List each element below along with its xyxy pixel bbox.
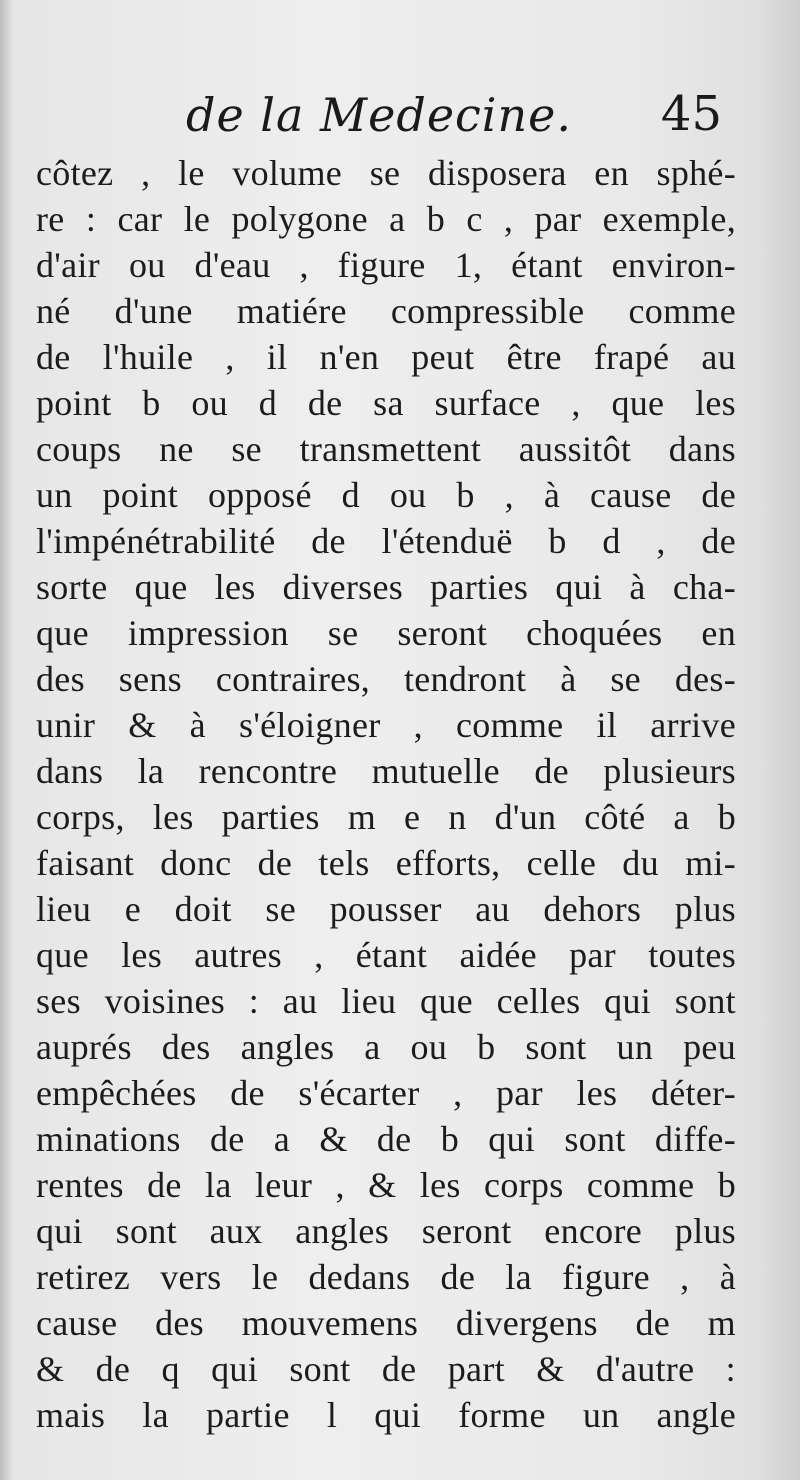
text-line: ses voisines : au lieu que celles qui sont bbox=[36, 981, 736, 1021]
scan-shadow-right bbox=[760, 0, 800, 1480]
text-line: dans la rencontre mutuelle de plusieurs bbox=[36, 751, 736, 791]
text-line: retirez vers le dedans de la figure , à bbox=[36, 1257, 736, 1297]
text-line: auprés des angles a ou b sont un peu bbox=[36, 1027, 736, 1067]
text-line: & de q qui sont de part & d'autre : bbox=[36, 1349, 736, 1389]
text-line: lieu e doit se pousser au dehors plus bbox=[36, 889, 736, 929]
text-line: d'air ou d'eau , figure 1, étant environ- bbox=[36, 245, 736, 285]
text-line: mais la partie l qui forme un angle bbox=[36, 1395, 736, 1435]
text-line: cause des mouvemens divergens de m bbox=[36, 1303, 736, 1343]
text-line: rentes de la leur , & les corps comme b bbox=[36, 1165, 736, 1205]
text-line: coups ne se transmettent aussitôt dans bbox=[36, 429, 736, 469]
page-number: 45 bbox=[660, 86, 722, 142]
text-line: sorte que les diverses parties qui à cha- bbox=[36, 567, 736, 607]
text-line: point b ou d de sa surface , que les bbox=[36, 383, 736, 423]
text-line: unir & à s'éloigner , comme il arrive bbox=[36, 705, 736, 745]
text-line: l'impénétrabilité de l'étenduë b d , de bbox=[36, 521, 736, 561]
text-line: un point opposé d ou b , à cause de bbox=[36, 475, 736, 515]
text-line: né d'une matiére compressible comme bbox=[36, 291, 736, 331]
text-line: empêchées de s'écarter , par les déter- bbox=[36, 1073, 736, 1113]
text-line: faisant donc de tels efforts, celle du mi- bbox=[36, 843, 736, 883]
text-line: que les autres , étant aidée par toutes bbox=[36, 935, 736, 975]
text-line: que impression se seront choquées en bbox=[36, 613, 736, 653]
text-line: de l'huile , il n'en peut être frapé au bbox=[36, 337, 736, 377]
text-line: des sens contraires, tendront à se des- bbox=[36, 659, 736, 699]
text-line: qui sont aux angles seront encore plus bbox=[36, 1211, 736, 1251]
body-text bbox=[36, 150, 736, 1438]
text-line: corps, les parties m e n d'un côté a b bbox=[36, 797, 736, 837]
running-head-title: de la Medecine. bbox=[186, 88, 572, 142]
text-line: re : car le polygone a b c , par exemple, bbox=[36, 199, 736, 239]
scan-shadow-left bbox=[0, 0, 14, 1480]
text-line: minations de a & de b qui sont diffe- bbox=[36, 1119, 736, 1159]
running-head bbox=[36, 88, 736, 158]
text-line: côtez , le volume se disposera en sphé- bbox=[36, 153, 736, 193]
